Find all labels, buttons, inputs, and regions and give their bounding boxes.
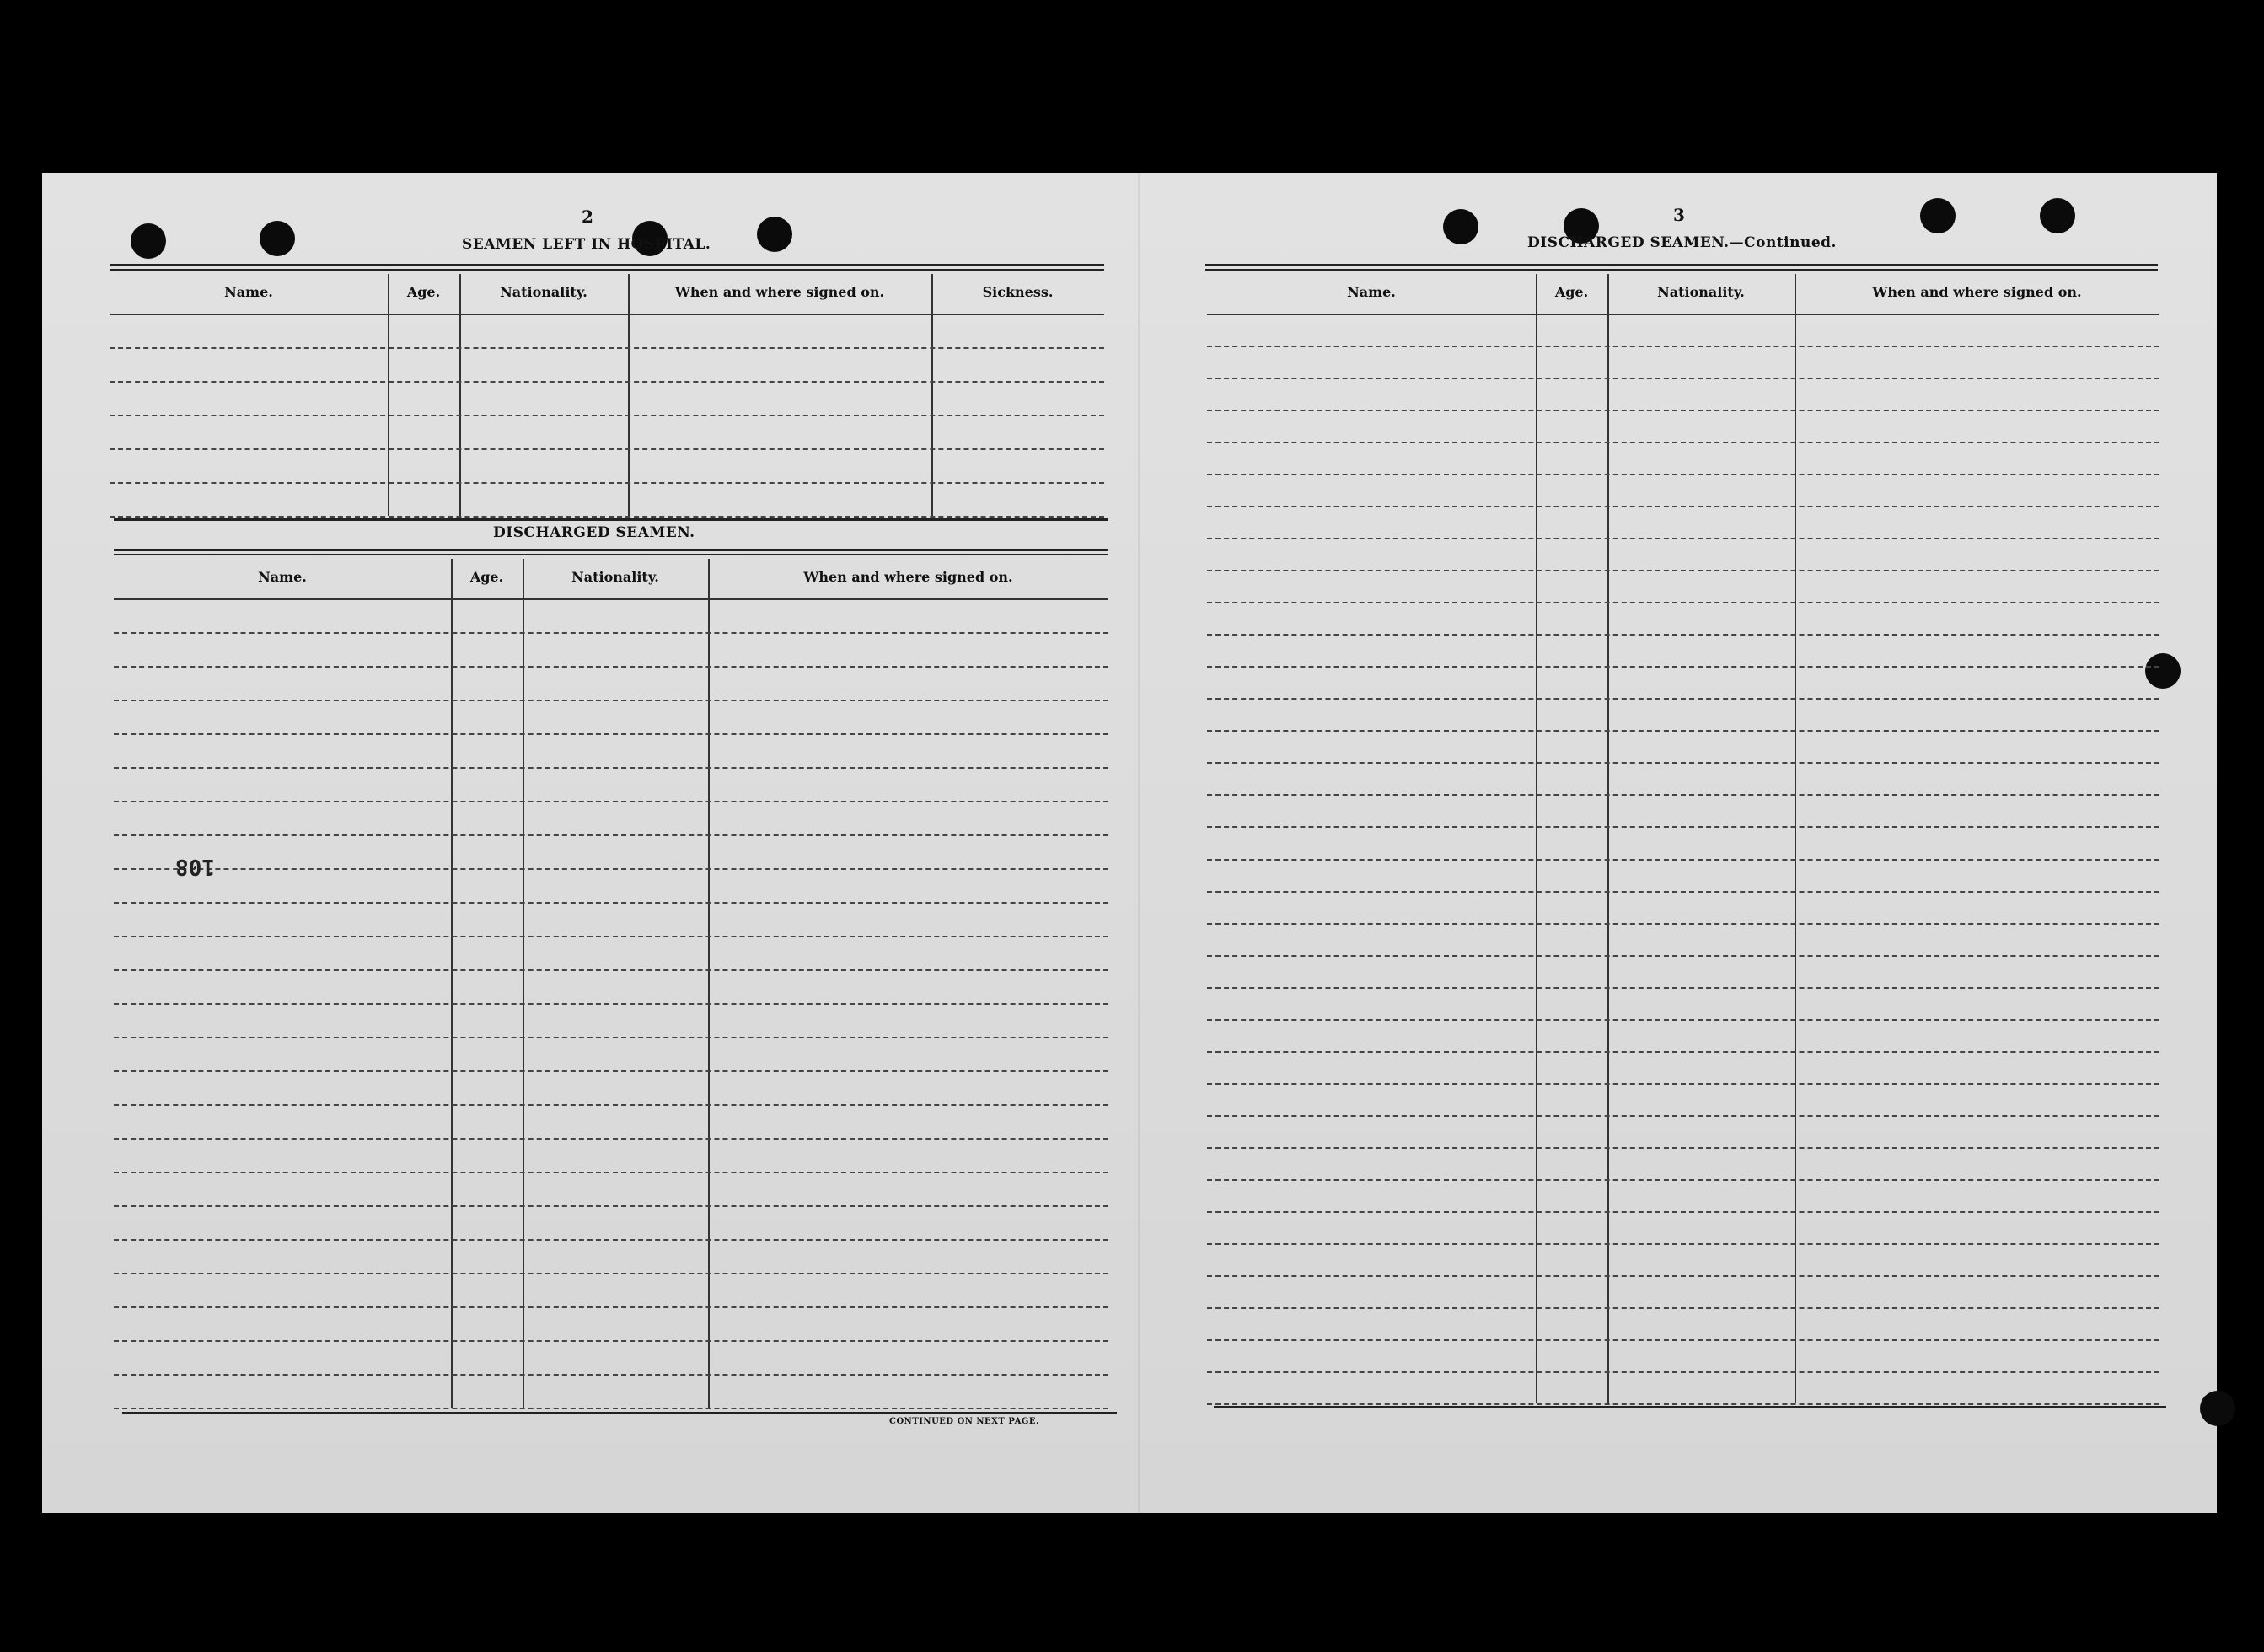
hospital-rows xyxy=(110,314,1104,516)
table-row xyxy=(1207,1083,2159,1085)
table-row xyxy=(114,1104,1108,1106)
table-row xyxy=(114,1340,1108,1342)
table-row xyxy=(114,1306,1108,1308)
table-row xyxy=(1207,1179,2159,1181)
column-header-signed-on: When and where signed on. xyxy=(674,284,885,300)
column-header-sickness: Sickness. xyxy=(982,284,1054,300)
table-row xyxy=(1207,987,2159,989)
table-row xyxy=(1207,794,2159,796)
table-row xyxy=(114,1273,1108,1274)
document-page xyxy=(42,173,2217,1513)
table-row xyxy=(1207,506,2159,507)
table-row xyxy=(114,936,1108,937)
stamp-number: 108 xyxy=(175,854,215,879)
table-row xyxy=(1207,1211,2159,1213)
section-rule xyxy=(110,269,1104,271)
table-row xyxy=(1207,698,2159,700)
discharged-table-right xyxy=(1207,274,2159,1412)
table-row xyxy=(114,1138,1108,1140)
discharged-rows xyxy=(114,598,1108,1408)
table-row xyxy=(114,733,1108,735)
column-header-name: Name. xyxy=(1347,284,1396,300)
table-row xyxy=(114,1374,1108,1376)
table-row xyxy=(1207,730,2159,732)
table-row xyxy=(1207,1371,2159,1373)
table-row xyxy=(1207,1339,2159,1341)
table-row xyxy=(1207,378,2159,379)
table-row xyxy=(1207,826,2159,828)
punch-hole xyxy=(2040,198,2075,233)
column-header-nationality: Nationality. xyxy=(500,284,587,300)
section-rule xyxy=(114,554,1108,555)
punch-hole xyxy=(1443,209,1478,244)
column-header-age: Age. xyxy=(1554,284,1589,300)
section-rule xyxy=(1214,1406,2166,1408)
table-row xyxy=(114,902,1108,904)
table-row xyxy=(1207,923,2159,925)
table-row xyxy=(1207,1307,2159,1309)
table-row xyxy=(1207,666,2159,668)
page-fold xyxy=(1138,173,1140,1513)
table-row xyxy=(1207,1051,2159,1053)
punch-hole xyxy=(757,217,792,252)
table-row xyxy=(1207,955,2159,957)
column-header-nationality: Nationality. xyxy=(1657,284,1745,300)
table-row xyxy=(1207,1115,2159,1117)
punch-hole xyxy=(260,221,295,256)
table-row xyxy=(1207,442,2159,443)
section-rule xyxy=(114,518,1108,521)
discharged-section-title: DISCHARGED SEAMEN. xyxy=(493,524,695,541)
table-row xyxy=(1207,1019,2159,1021)
section-rule xyxy=(122,1412,1117,1414)
table-row xyxy=(1207,891,2159,893)
table-row xyxy=(110,516,1104,518)
table-row xyxy=(1207,346,2159,347)
column-header-name: Name. xyxy=(224,284,273,300)
discharged-rows xyxy=(1207,314,2159,1403)
table-row xyxy=(110,415,1104,416)
table-row xyxy=(110,381,1104,383)
table-row xyxy=(114,666,1108,668)
table-row xyxy=(114,1003,1108,1005)
table-row xyxy=(114,969,1108,971)
column-header-age: Age. xyxy=(406,284,441,300)
column-header-age: Age. xyxy=(469,569,504,585)
hospital-section-title: SEAMEN LEFT IN HOSPITAL. xyxy=(462,236,711,253)
punch-hole xyxy=(2200,1391,2235,1426)
table-row xyxy=(114,1205,1108,1207)
table-row xyxy=(1207,859,2159,861)
table-row xyxy=(110,448,1104,450)
punch-hole xyxy=(131,223,166,259)
table-row xyxy=(110,347,1104,349)
page-number-left: 2 xyxy=(582,206,593,227)
table-row xyxy=(114,801,1108,802)
table-row xyxy=(1207,538,2159,539)
table-row xyxy=(1207,474,2159,475)
table-row xyxy=(114,767,1108,769)
section-rule xyxy=(1205,269,2158,271)
table-row xyxy=(110,482,1104,484)
table-row xyxy=(1207,1147,2159,1149)
table-row xyxy=(114,1037,1108,1038)
column-header-name: Name. xyxy=(258,569,307,585)
table-row xyxy=(1207,1243,2159,1245)
table-row xyxy=(114,1070,1108,1072)
column-header-signed-on: When and where signed on. xyxy=(1872,284,2082,300)
column-header-nationality: Nationality. xyxy=(571,569,659,585)
table-row xyxy=(114,1172,1108,1173)
discharged-continued-title: DISCHARGED SEAMEN.—Continued. xyxy=(1527,234,1837,251)
table-row xyxy=(1207,1403,2159,1405)
discharged-table-left xyxy=(114,559,1108,1419)
table-row xyxy=(114,834,1108,836)
section-rule xyxy=(114,549,1108,551)
table-row xyxy=(114,700,1108,701)
section-rule xyxy=(110,264,1104,266)
table-row xyxy=(114,868,1108,870)
table-row xyxy=(114,1239,1108,1241)
table-row xyxy=(1207,1275,2159,1277)
table-row xyxy=(1207,634,2159,636)
table-row xyxy=(1207,570,2159,571)
continued-note: CONTINUED ON NEXT PAGE. xyxy=(889,1417,1040,1426)
table-row xyxy=(114,632,1108,634)
table-row xyxy=(1207,762,2159,764)
page-number-right: 3 xyxy=(1673,205,1685,225)
table-row xyxy=(1207,410,2159,411)
punch-hole xyxy=(1920,198,1956,233)
section-rule xyxy=(1205,264,2158,266)
column-header-signed-on: When and where signed on. xyxy=(803,569,1013,585)
table-row xyxy=(1207,602,2159,603)
table-row xyxy=(114,1408,1108,1409)
